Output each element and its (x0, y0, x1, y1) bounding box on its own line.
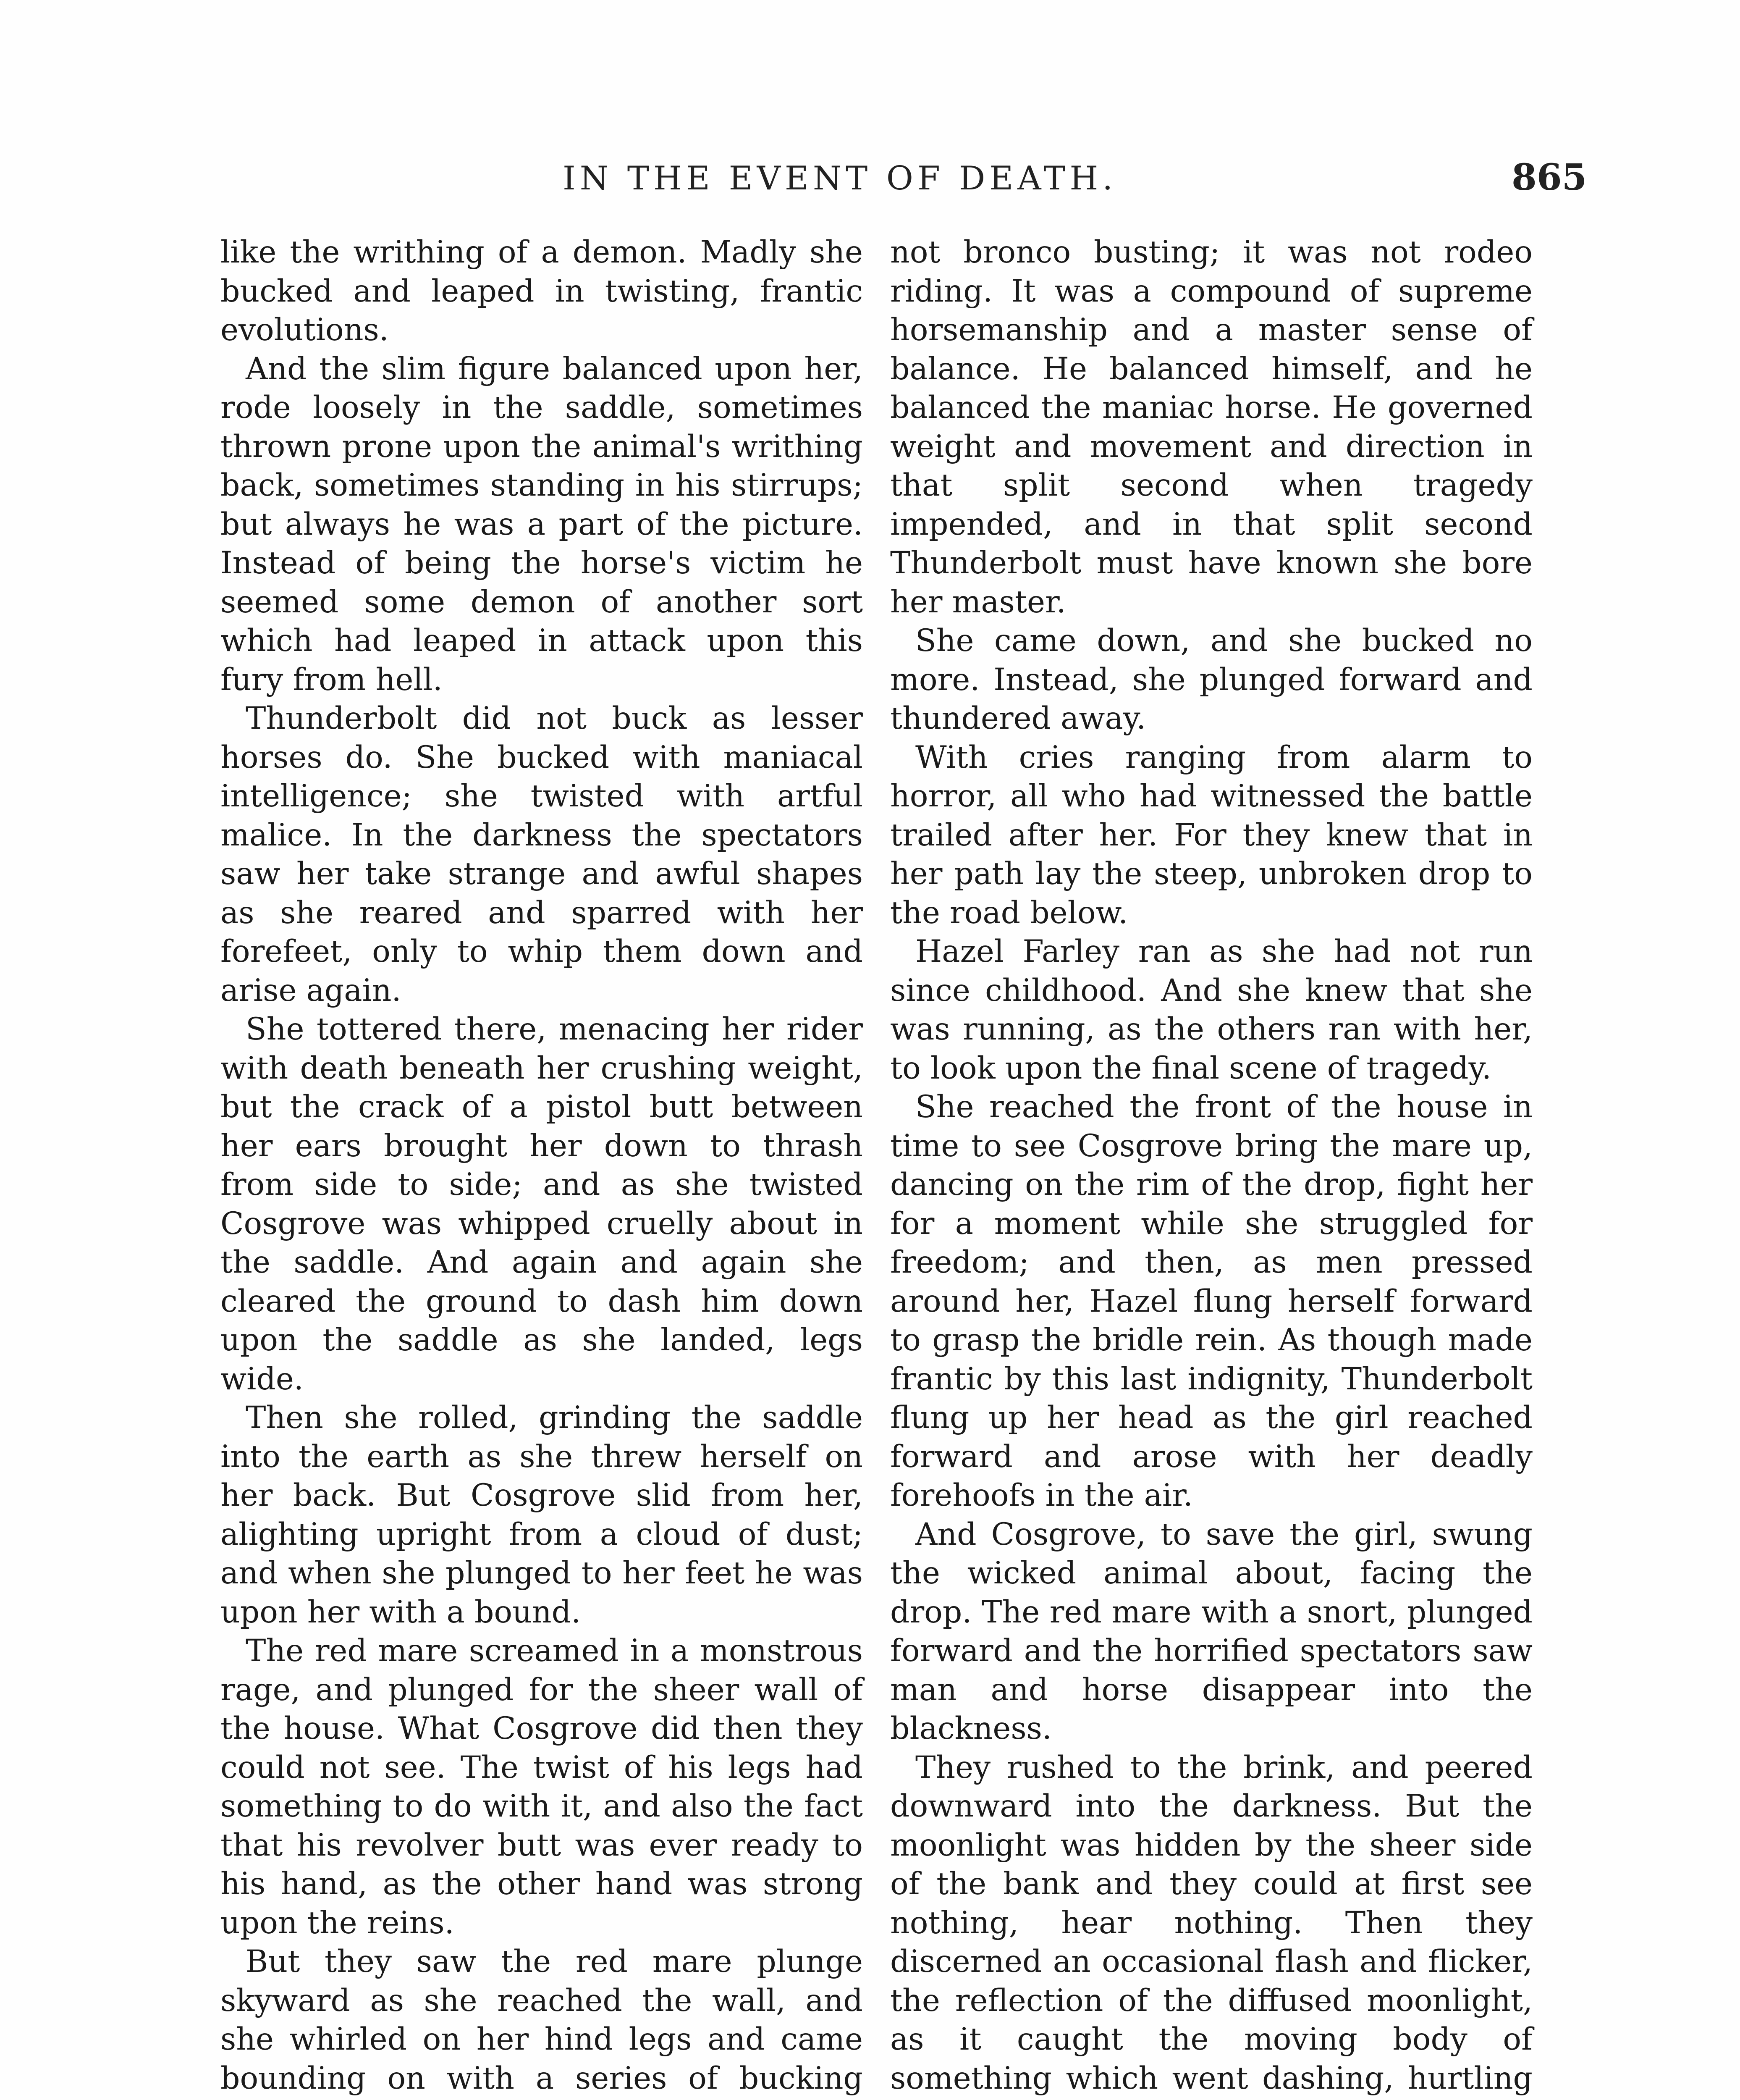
paragraph: They rushed to the brink, and peered downward into the darkness. But the moonlight was hidden by the sheer side of the bank and they could at first see nothing, hear nothing. Then they discerned an occasional flash and flicker, the reflection of the diffused moonlight, as it caught the moving body of something which went dashing, hurtling (890, 1750, 1533, 2096)
paragraph: And Cosgrove, to save the girl, swung the wicked animal about, facing the drop. The red mare with a snort, plunged forward and the horrified spectators saw man and horse disappear into the blackness. (890, 1517, 1533, 1746)
paragraph: Hazel Farley ran as she had not run since childhood. And she knew that she was running, as the others ran with her, to look upon the final scene of tragedy. (890, 934, 1533, 1086)
left-column (220, 233, 863, 2100)
right-column (890, 233, 1533, 2100)
paragraph: like the writhing of a demon. Madly she bucked and leaped in twisting, frantic evolutions. (220, 235, 863, 348)
running-head-title: IN THE EVENT OF DEATH. (563, 160, 1117, 197)
paragraph: Then she rolled, grinding the saddle into the earth as she threw herself on her back. But Cosgrove slid from her, alighting upright from a cloud of dust; and when she plunged to her feet he was upon her with a bound. (220, 1400, 863, 1630)
paragraph: The red mare screamed in a monstrous rage, and plunged for the sheer wall of the house. What Cosgrove did then they could not see. The twist of his legs had something to do with it, and also the fact that his revolver butt was ever ready to his hand, as the other hand was strong upon the reins. (220, 1633, 863, 1941)
paragraph: She tottered there, menacing her rider with death beneath her crushing weight, but the crack of a pistol butt between her ears brought her down to thrash from side to side; and as she twisted Cosgrove was whipped cruelly about in the saddle. And again and again she cleared the ground to dash him down upon the saddle as she landed, legs wide. (220, 1012, 863, 1397)
paragraph: She came down, and she bucked no more. Instead, she plunged forward and thundered away. (890, 623, 1533, 736)
paragraph: not bronco busting; it was not rodeo riding. It was a compound of supreme horsemanship and a master sense of balance. He balanced himself, and he balanced the maniac horse. He governed weight and movement and direction in that split second when tragedy impended, and in that split second Thunderbolt must have known she bore her master. (890, 235, 1533, 620)
page-number: 865 (1512, 156, 1587, 199)
paragraph: And the slim figure balanced upon her, rode loosely in the saddle, sometimes thrown prone upon the animal's writhing back, sometimes standing in his stirrups; but always he was a part of the picture. Instead of being the horse's victim he seemed some demon of another sort which had leaped in attack upon this fury from hell. (220, 351, 863, 698)
paragraph: Thunderbolt did not buck as lesser horses do. She bucked with maniacal intelligence; she twisted with artful malice. In the darkness the spectators saw her take strange and awful shapes as she reared and sparred with her forefeet, only to whip them down and arise again. (220, 701, 863, 1008)
paragraph: But they saw the red mare plunge skyward as she reached the wall, and she whirled on her hind legs and came bounding on with a series of bucking (220, 1944, 863, 2096)
paragraph: She reached the front of the house in time to see Cosgrove bring the mare up, dancing on the rim of the drop, fight her for a moment while she struggled for freedom; and then, as men pressed around her, Hazel flung herself forward to grasp the bridle rein. As though made frantic by this last indignity, Thunderbolt flung up her head as the girl reached forward and arose with her deadly forehoofs in the air. (890, 1089, 1533, 1513)
paragraph: With cries ranging from alarm to horror, all who had witnessed the battle trailed after her. For they knew that in her path lay the steep, unbroken drop to the road below. (890, 740, 1533, 931)
